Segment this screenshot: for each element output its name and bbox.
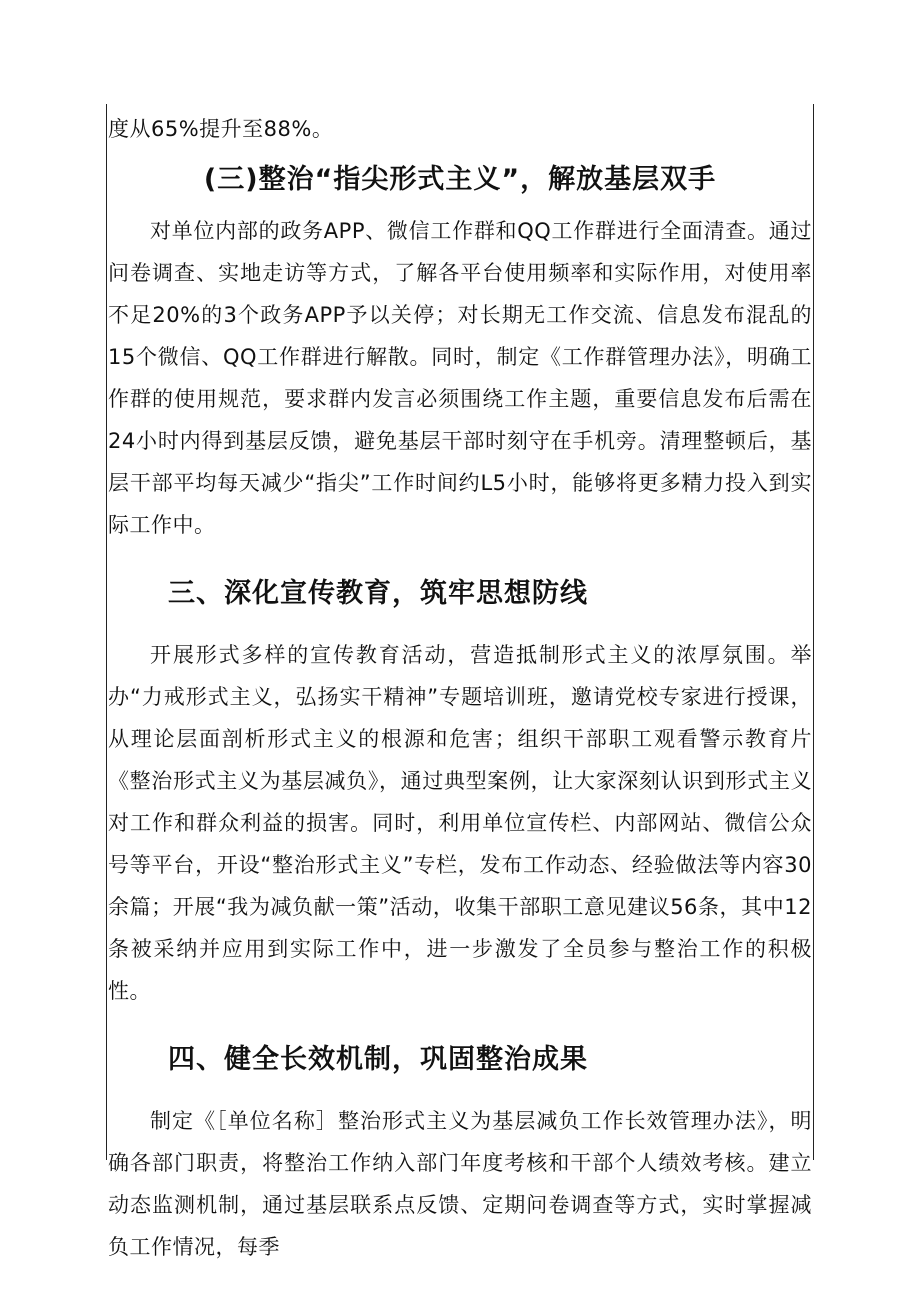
document-body	[108, 108, 812, 1268]
continued-paragraph: 度从65%提升至88%。	[108, 117, 334, 141]
section-four-paragraph: 制定《［单位名称］整治形式主义为基层减负工作长效管理办法》，明确各部门职责，将整治工作纳入部门年度考核和干部个人绩效考核。建立动态监测机制，通过基层联系点反馈、定期问卷调查等方式，实时掌握减负工作情况，每季	[108, 1109, 812, 1259]
subsection-heading-3: (三)整治“指尖形式主义”，解放基层双手	[203, 164, 717, 195]
section-heading-four: 四、健全长效机制，巩固整治成果	[168, 1044, 588, 1075]
section-heading-three: 三、深化宣传教育，筑牢思想防线	[168, 578, 588, 609]
section-three-paragraph: 开展形式多样的宣传教育活动，营造抵制形式主义的浓厚氛围。举办“力戒形式主义，弘扬实干精神”专题培训班，邀请党校专家进行授课，从理论层面剖析形式主义的根源和危害；组织干部职工观看警示教育片《整治形式主义为基层减负》，通过典型案例，让大家深刻认识到形式主义对工作和群众利益的损害。同时，利用单位宣传栏、内部网站、微信公众号等平台，开设“整治形式主义”专栏，发布工作动态、经验做法等内容30余篇；开展“我为减负献一策”活动，收集干部职工意见建议56条，其中12条被采纳并应用到实际工作中，进一步激发了全员参与整治工作的积极性。	[108, 643, 812, 1003]
subsection-3-paragraph: 对单位内部的政务APP、微信工作群和QQ工作群进行全面清查。通过问卷调查、实地走访等方式，了解各平台使用频率和实际作用，对使用率不足20%的3个政务APP予以关停；对长期无工作交流、信息发布混乱的15个微信、QQ工作群进行解散。同时，制定《工作群管理办法》，明确工作群的使用规范，要求群内发言必须围绕工作主题，重要信息发布后需在24小时内得到基层反馈，避免基层干部时刻守在手机旁。清理整顿后，基层干部平均每天减少“指尖”工作时间约L5小时，能够将更多精力投入到实际工作中。	[108, 219, 812, 537]
